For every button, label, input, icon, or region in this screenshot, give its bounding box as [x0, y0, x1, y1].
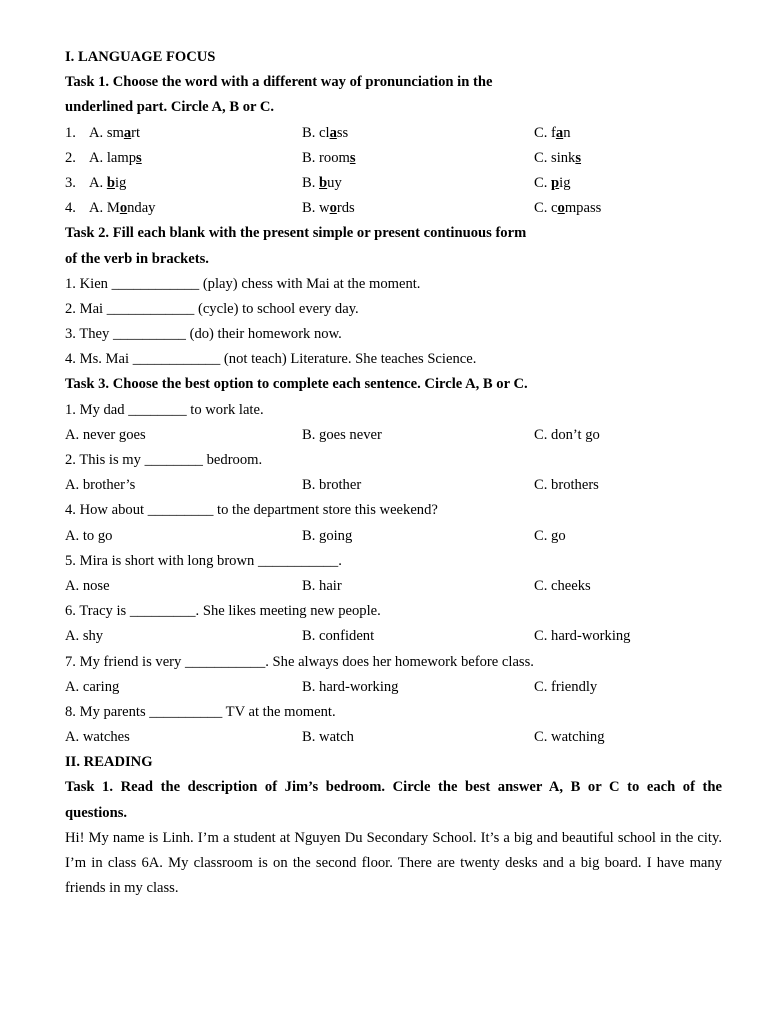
option-b: B. confident	[302, 628, 375, 645]
answer-options	[65, 473, 722, 498]
question-text: 6. Tracy is _________. She likes meeting new people.	[65, 603, 381, 620]
question-text: 8. My parents __________ TV at the moment.	[65, 703, 336, 720]
option-text: A. sm	[89, 124, 124, 141]
item-number: 2.	[65, 149, 76, 166]
task3-question	[65, 599, 722, 649]
option-c	[534, 196, 601, 221]
task3-question	[65, 498, 722, 548]
option-b: B. goes never	[302, 426, 382, 443]
option-b: B. brother	[302, 477, 362, 494]
item-number: 1.	[65, 124, 76, 141]
answer-options	[65, 675, 722, 700]
task1-instruction-line1: Task 1. Choose the word with a different way of pronunciation in the	[65, 74, 493, 91]
option-a: A. never goes	[65, 426, 146, 443]
question-text: 4. How about _________ to the department store this weekend?	[65, 502, 438, 519]
question-text: 1. My dad ________ to work late.	[65, 401, 264, 418]
underlined-letters: s	[349, 149, 356, 166]
option-b: B. hard-working	[302, 678, 399, 695]
task3-question	[65, 650, 722, 700]
option-a: A. watches	[65, 729, 130, 746]
underlined-letters: a	[123, 124, 132, 141]
option-b: B. watch	[302, 729, 354, 746]
answer-options	[65, 423, 722, 448]
option-a	[65, 196, 155, 221]
option-b	[302, 121, 348, 146]
option-c: C. watching	[534, 729, 605, 746]
option-text: C. sink	[534, 149, 576, 166]
task2-instruction-line2: of the verb in brackets.	[65, 250, 209, 267]
option-text: C. f	[534, 124, 556, 141]
option-text: B. cl	[302, 124, 330, 141]
answer-options	[65, 574, 722, 599]
option-a: A. to go	[65, 527, 113, 544]
reading-passage: Hi! My name is Linh. I’m a student at Nguyen Du Secondary School. It’s a big and beautiful school in the city. I’m in class 6A. My classroom is on the second floor. There are twenty desks and a big board. I have many friends in my class.	[65, 829, 722, 897]
option-text: A.	[89, 174, 107, 191]
underlined-letters: o	[329, 200, 337, 217]
option-a: A. nose	[65, 577, 110, 594]
option-text: mpass	[564, 200, 602, 217]
option-b: B. going	[302, 527, 353, 544]
option-text: B.	[302, 174, 320, 191]
task1-item	[65, 171, 722, 196]
option-text: A. M	[89, 200, 120, 217]
option-c: C. friendly	[534, 678, 598, 695]
option-text: ig	[114, 174, 127, 191]
item-number: 4.	[65, 200, 76, 217]
task3-instruction: Task 3. Choose the best option to complete each sentence. Circle A, B or C.	[65, 376, 528, 393]
option-a: A. brother’s	[65, 477, 136, 494]
option-a: A. shy	[65, 628, 104, 645]
task2-item: 3. They __________ (do) their homework now.	[65, 326, 342, 343]
task2-item: 2. Mai ____________ (cycle) to school every day.	[65, 300, 359, 317]
task3-question	[65, 700, 722, 750]
option-text: A. lamp	[89, 149, 137, 166]
option-c	[534, 171, 571, 196]
option-a	[65, 121, 140, 146]
option-c	[534, 146, 581, 171]
task1-instruction-line2: underlined part. Circle A, B or C.	[65, 99, 275, 116]
option-c	[534, 121, 570, 146]
task2-item: 1. Kien ____________ (play) chess with Mai at the moment.	[65, 275, 421, 292]
underlined-letters: s	[575, 149, 582, 166]
answer-options	[65, 725, 722, 750]
task3-question	[65, 398, 722, 448]
underlined-letters: p	[551, 174, 560, 191]
section-title-language-focus: I. LANGUAGE FOCUS	[65, 49, 216, 65]
section-title-reading: II. READING	[65, 754, 153, 771]
option-c: C. don’t go	[534, 426, 600, 443]
option-a: A. caring	[65, 678, 120, 695]
task1-item	[65, 121, 722, 146]
option-text: ss	[336, 124, 349, 141]
underlined-letters: s	[136, 149, 142, 166]
reading-task1-instruction-line2: questions.	[65, 804, 128, 821]
underlined-letters: o	[557, 200, 565, 217]
option-text: C. c	[534, 200, 558, 217]
option-b: B. hair	[302, 577, 342, 594]
option-text: uy	[327, 174, 342, 191]
option-text: rt	[131, 124, 141, 141]
option-text: B. w	[302, 200, 330, 217]
option-b	[302, 171, 342, 196]
task1-items	[65, 121, 722, 222]
worksheet	[65, 45, 722, 901]
answer-options	[65, 524, 722, 549]
option-text: C.	[534, 174, 552, 191]
task2-item: 4. Ms. Mai ____________ (not teach) Literature. She teaches Science.	[65, 351, 477, 368]
option-c: C. cheeks	[534, 577, 591, 594]
item-number: 3.	[65, 174, 76, 191]
option-c: C. brothers	[534, 477, 599, 494]
question-text: 7. My friend is very ___________. She always does her homework before class.	[65, 653, 534, 670]
option-text: n	[563, 124, 571, 141]
task2-instruction-line1: Task 2. Fill each blank with the present simple or present continuous form	[65, 225, 527, 242]
underlined-letters: b	[106, 174, 115, 191]
task3-question	[65, 448, 722, 498]
task1-item	[65, 146, 722, 171]
option-a	[65, 146, 142, 171]
answer-options	[65, 624, 722, 649]
option-text: ig	[559, 174, 571, 191]
question-text: 5. Mira is short with long brown ___________.	[65, 552, 342, 569]
option-b	[302, 146, 356, 171]
task1-item	[65, 196, 722, 221]
option-text: B. room	[302, 149, 350, 166]
underlined-letters: b	[319, 174, 328, 191]
option-a	[65, 171, 126, 196]
option-c: C. go	[534, 527, 566, 544]
question-text: 2. This is my ________ bedroom.	[65, 452, 263, 468]
option-text: rds	[336, 200, 355, 217]
underlined-letters: a	[555, 124, 564, 141]
reading-task1-instruction-line1: Task 1. Read the description of Jim’s bedroom. Circle the best answer A, B or C to each of the	[65, 779, 722, 796]
option-text: nday	[127, 200, 156, 217]
option-c: C. hard-working	[534, 628, 631, 645]
underlined-letters: o	[119, 200, 128, 217]
option-b	[302, 196, 355, 221]
task3-question	[65, 549, 722, 599]
underlined-letters: a	[329, 124, 337, 141]
